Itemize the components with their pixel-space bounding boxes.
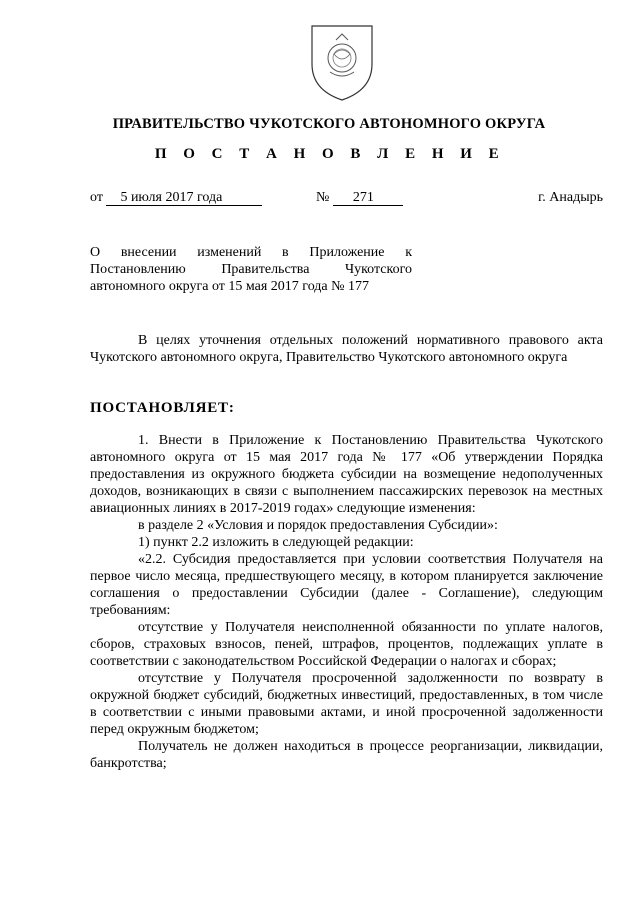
body-paragraph: отсутствие у Получателя просроченной задолженности по возврату в окружной бюджет субсидий, бюджетных инвестиций, предоставленных, в том числе в соответствии с иными правовыми актами, и иной просроченной задолженности перед окружным бюджетом; xyxy=(90,671,603,737)
chukotka-coat-of-arms-icon xyxy=(306,20,378,104)
number-value: 271 xyxy=(333,190,403,206)
preamble: В целях уточнения отдельных положений нормативного правового акта Чукотского автономного округа, Правительство Чукотского автономного округа xyxy=(90,333,603,365)
date-value: 5 июля 2017 года xyxy=(106,190,262,206)
body-paragraph: в разделе 2 «Условия и порядок предоставления Субсидии»: xyxy=(138,518,498,533)
document-type-title: П О С Т А Н О В Л Е Н И Е xyxy=(154,146,506,162)
subject-line: О внесении изменений в Приложение к Постановлению Правительства Чукотского xyxy=(90,245,412,277)
decree-number xyxy=(316,190,403,206)
body-paragraph: 1) пункт 2.2 изложить в следующей редакции: xyxy=(138,535,414,550)
decree-subject xyxy=(90,244,412,295)
body-paragraph: отсутствие у Получателя неисполненной обязанности по уплате налогов, сборов, страховых взносов, пеней, штрафов, процентов, подлежащих уплате в соответствии с законодательством Российской Федерации о налогах и сборах; xyxy=(90,620,603,669)
government-title: ПРАВИТЕЛЬСТВО ЧУКОТСКОГО АВТОНОМНОГО ОКРУГА xyxy=(112,116,546,132)
body-paragraph: 1. Внести в Приложение к Постановлению Правительства Чукотского автономного округа от 15 мая 2017 года № 177 «Об утверждении Порядка предоставления из окружного бюджета субсидии на возмещение недополученных доходов, возникающих в связи с выполнением пассажирских перевозок на местных авиационных линиях в 2017-2019 годах» следующие изменения: xyxy=(90,433,603,516)
number-prefix: № xyxy=(316,190,330,205)
date-prefix: от xyxy=(90,190,103,205)
body-paragraph: «2.2. Субсидия предоставляется при условии соответствия Получателя на первое число месяца, предшествующего месяцу, в котором планируется заключение соглашения о предоставлении Субсидии (далее - Соглашение), следующим требованиям: xyxy=(90,552,603,618)
body-paragraph: Получатель не должен находиться в процессе реорганизации, ликвидации, банкротства; xyxy=(90,739,603,771)
decree-body xyxy=(90,432,603,772)
decree-date xyxy=(90,190,262,206)
city: г. Анадырь xyxy=(538,190,603,205)
subject-line: автономного округа от 15 мая 2017 года № 177 xyxy=(90,279,369,294)
resolves-heading: ПОСТАНОВЛЯЕТ: xyxy=(90,400,235,416)
